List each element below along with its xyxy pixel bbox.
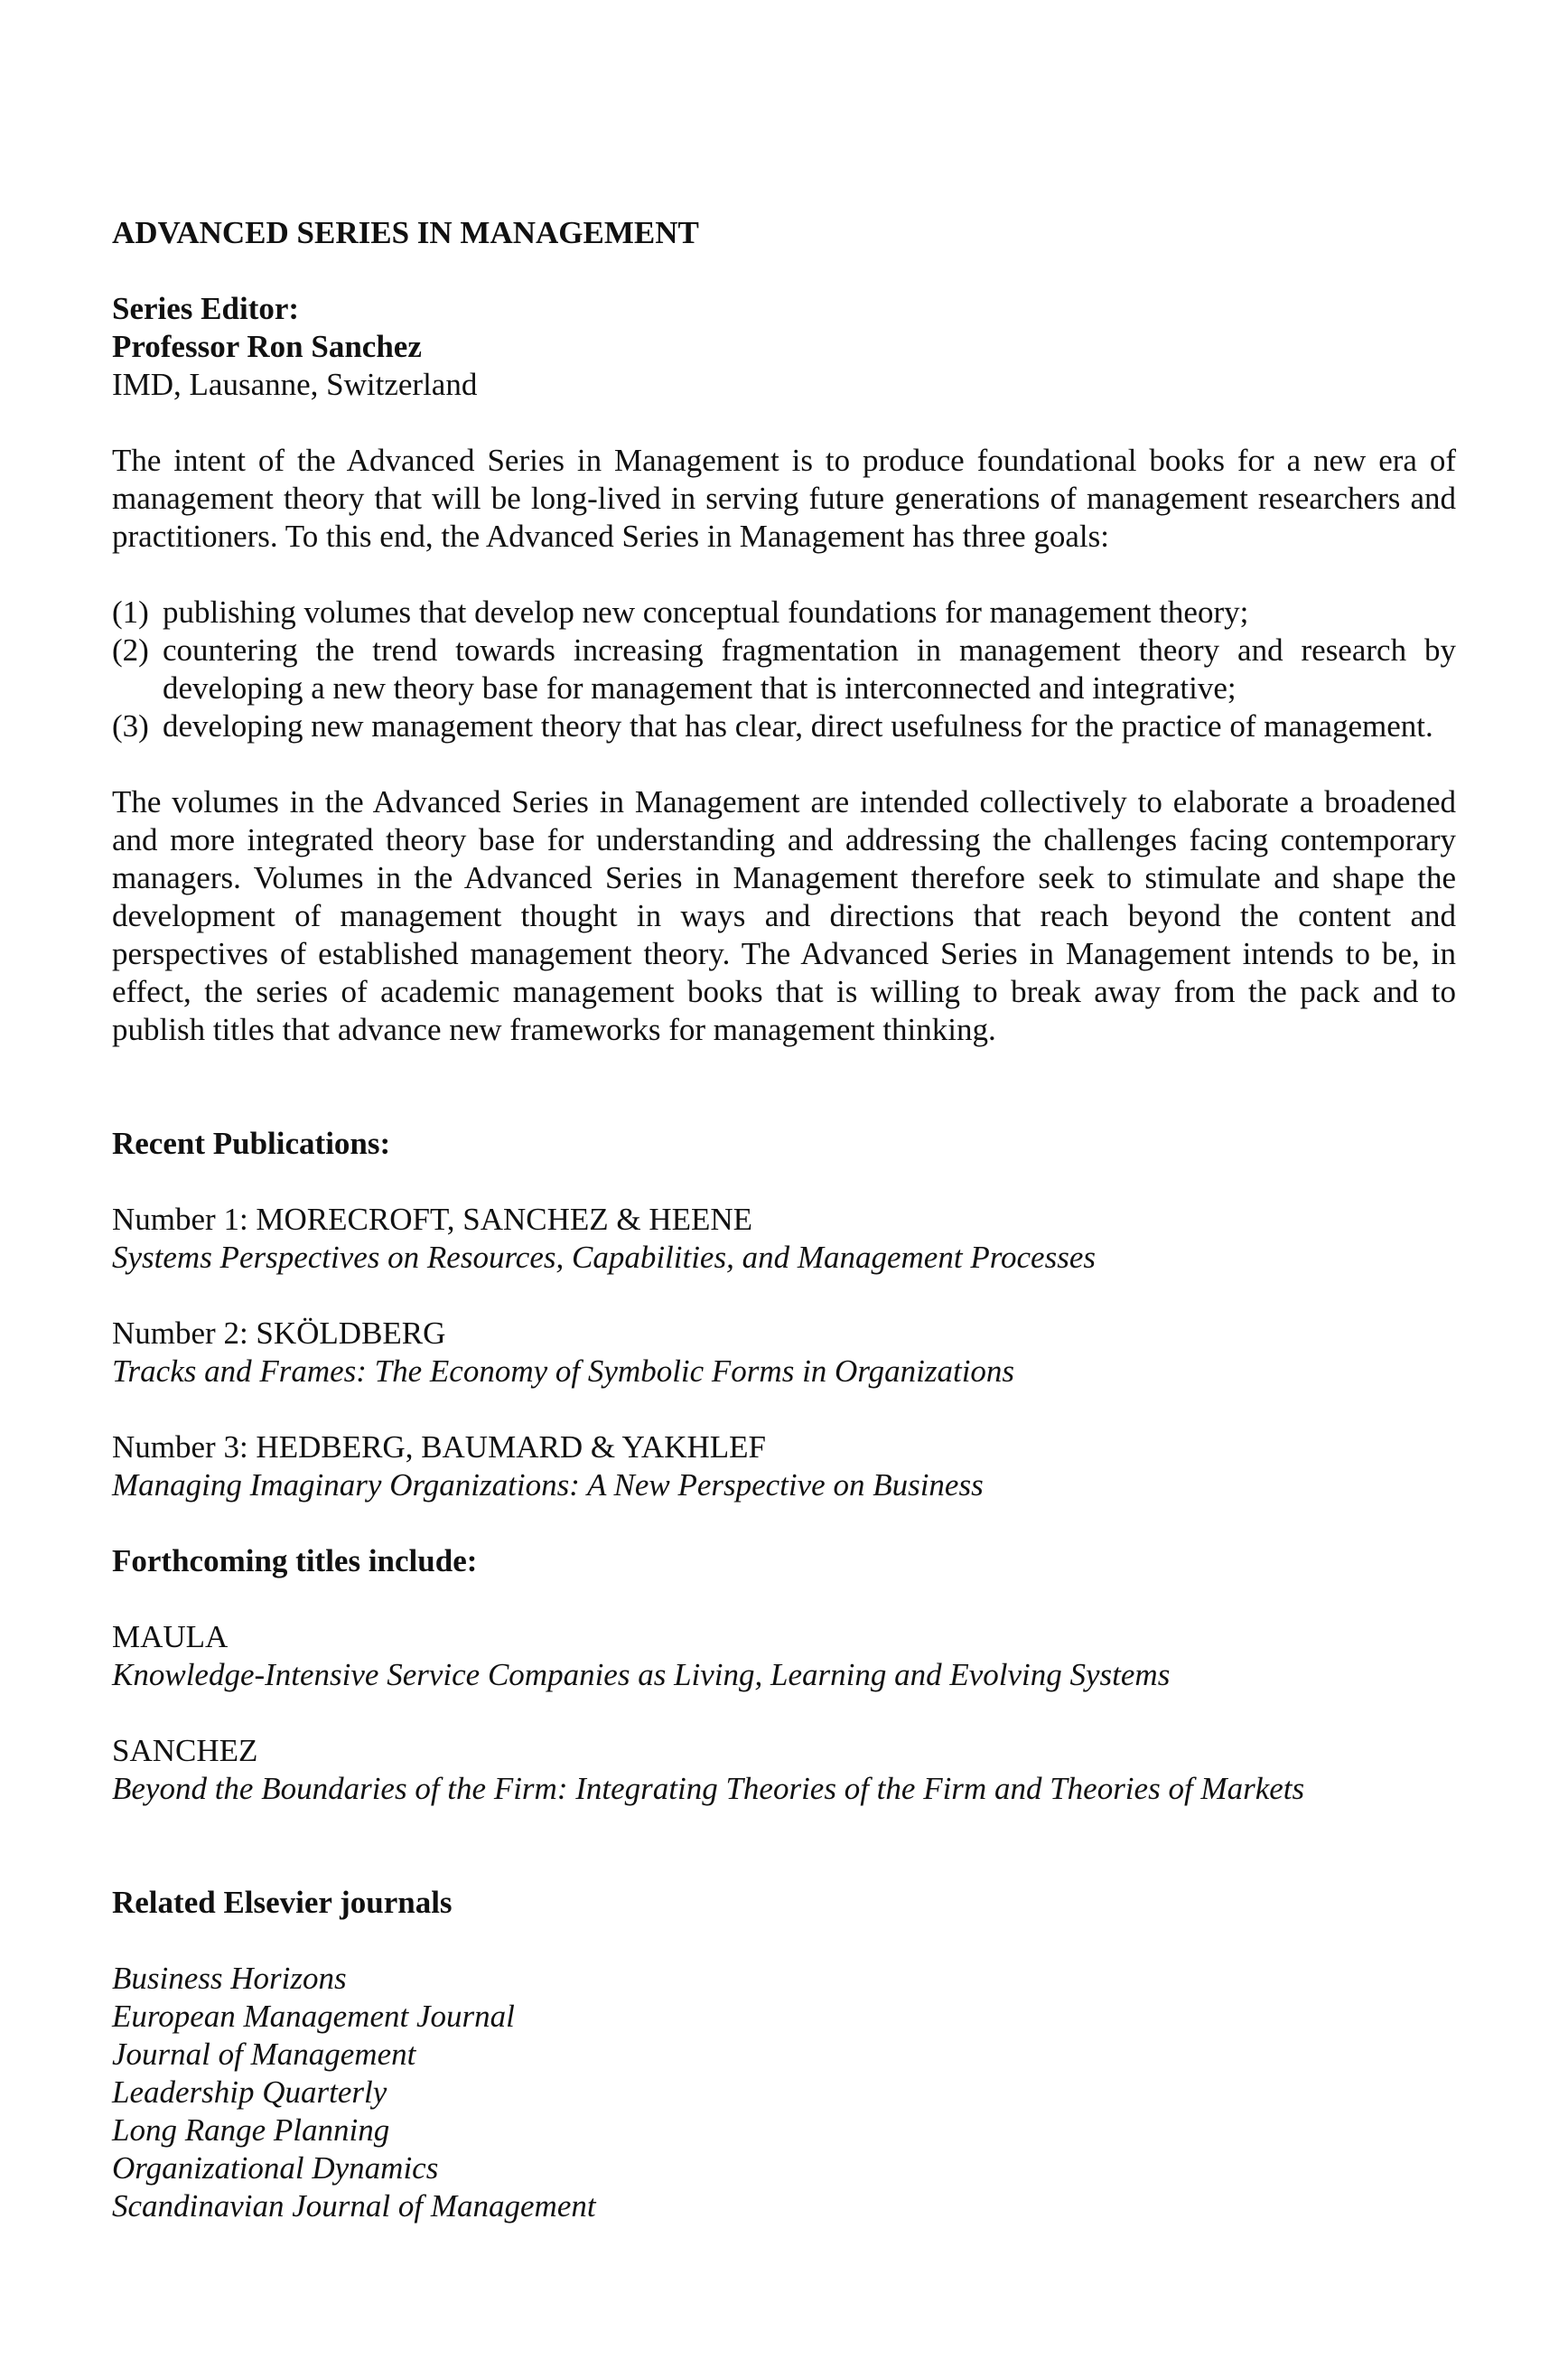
journal-item: Journal of Management	[112, 2037, 416, 2072]
series-title: ADVANCED SERIES IN MANAGEMENT	[112, 215, 699, 250]
goal-text: publishing volumes that develop new conceptual foundations for management theory;	[163, 595, 1249, 630]
publication-authors: Number 1: MORECROFT, SANCHEZ & HEENE	[112, 1202, 753, 1237]
intro-paragraph: The intent of the Advanced Series in Management is to produce foundational books for a new era of management theory that will be long-lived in serving future generations of management researchers and practitioners. To this end, the Advanced Series in Management has three goals:	[112, 443, 1456, 554]
goal-item	[112, 594, 1456, 632]
goal-item	[112, 707, 1456, 745]
publication-authors: Number 2: SKÖLDBERG	[112, 1316, 446, 1351]
publication-title: Systems Perspectives on Resources, Capabilities, and Management Processes	[112, 1240, 1096, 1275]
forthcoming-authors: SANCHEZ	[112, 1733, 258, 1768]
forthcoming-titles-heading: Forthcoming titles include:	[112, 1543, 478, 1578]
publication-title: Managing Imaginary Organizations: A New Perspective on Business	[112, 1467, 984, 1503]
journal-item: European Management Journal	[112, 1999, 515, 2034]
goal-number: (2)	[112, 632, 149, 668]
publication-title: Tracks and Frames: The Economy of Symbolic Forms in Organizations	[112, 1353, 1015, 1389]
related-journals-heading: Related Elsevier journals	[112, 1885, 453, 1920]
goal-number: (1)	[112, 595, 149, 630]
publication-entry	[112, 1201, 1456, 1277]
goal-number: (3)	[112, 708, 149, 744]
forthcoming-entry	[112, 1618, 1456, 1694]
recent-publications-heading: Recent Publications:	[112, 1126, 391, 1161]
journal-item: Leadership Quarterly	[112, 2074, 387, 2110]
series-editor-label: Series Editor:	[112, 291, 300, 326]
series-editor-name: Professor Ron Sanchez	[112, 329, 422, 364]
body-paragraph: The volumes in the Advanced Series in Management are intended collectively to elaborate a broadened and more integrated theory base for understanding and addressing the challenges facing contemporary managers. Volumes in the Advanced Series in Management therefore seek to stimulate and shape the development of management thought in ways and directions that reach beyond the content and perspectives of established management theory. The Advanced Series in Management intends to be, in effect, the series of academic management books that is willing to break away from the pack and to publish titles that advance new frameworks for management thinking.	[112, 784, 1456, 1047]
goal-item	[112, 632, 1456, 707]
forthcoming-title: Knowledge-Intensive Service Companies as Living, Learning and Evolving Systems	[112, 1657, 1171, 1692]
series-editor-block	[112, 290, 1456, 404]
document-page	[112, 214, 1456, 2225]
forthcoming-entry	[112, 1732, 1456, 1808]
forthcoming-authors: MAULA	[112, 1619, 229, 1654]
journal-item: Scandinavian Journal of Management	[112, 2188, 596, 2224]
forthcoming-title: Beyond the Boundaries of the Firm: Integrating Theories of the Firm and Theories of Markets	[112, 1771, 1305, 1806]
journals-list	[112, 1960, 1456, 2225]
publication-entry	[112, 1315, 1456, 1390]
journal-item: Business Horizons	[112, 1961, 347, 1996]
publication-authors: Number 3: HEDBERG, BAUMARD & YAKHLEF	[112, 1429, 766, 1465]
series-editor-affiliation: IMD, Lausanne, Switzerland	[112, 367, 478, 402]
publication-entry	[112, 1428, 1456, 1504]
journal-item: Organizational Dynamics	[112, 2150, 439, 2186]
goal-text: developing new management theory that has clear, direct usefulness for the practice of management.	[163, 708, 1433, 744]
journal-item: Long Range Planning	[112, 2112, 390, 2148]
goal-text: countering the trend towards increasing fragmentation in management theory and research by developing a new theory base for management that is interconnected and integrative;	[163, 632, 1456, 706]
goals-list	[112, 594, 1456, 745]
